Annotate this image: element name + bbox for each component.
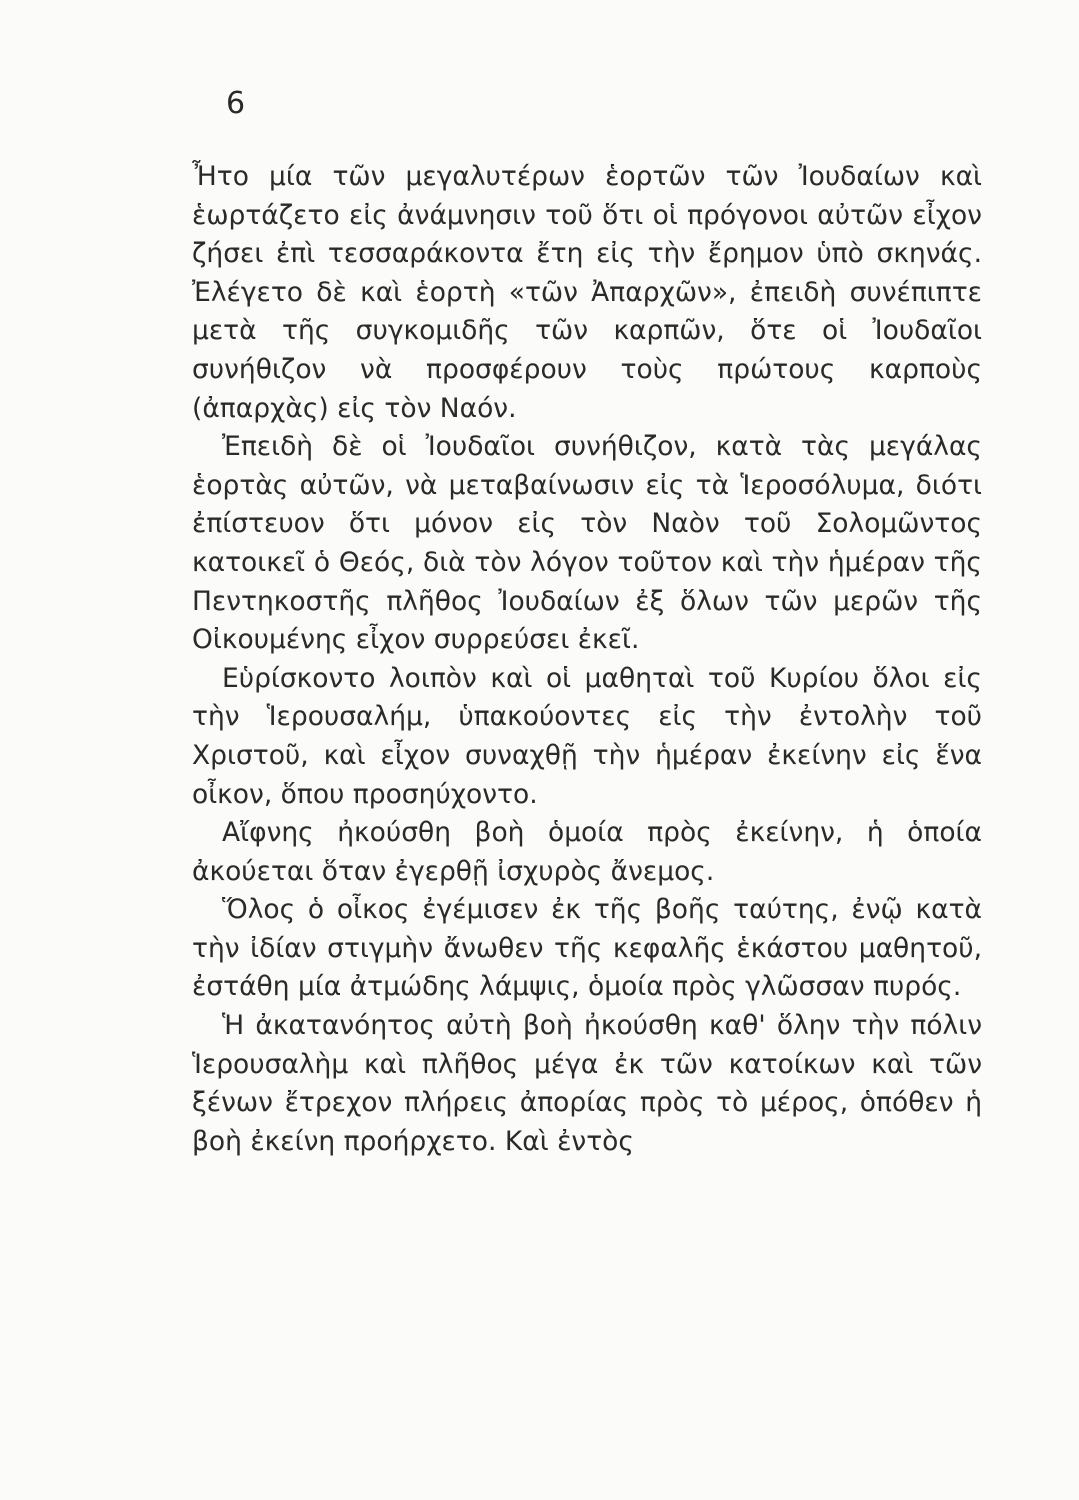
paragraph-sudden-sound: Αἴφνης ἠκούσθη βοὴ ὁμοία πρὸς ἐκείνην, ἡ ὁποία ἀκούεται ὅταν ἐγερθῇ ἰσχυρὸς ἄνεμος. — [192, 817, 982, 887]
page-number: 6 — [226, 86, 246, 121]
paragraph-jews-in-jerusalem: Ἐπειδὴ δὲ οἱ Ἰουδαῖοι συνήθιζον, κατὰ τὰς μεγάλας ἑορτὰς αὐτῶν, νὰ μεταβαίνωσιν εἰς τὰ Ἱεροσόλυμα, διότι ἐπίστευον ὅτι μόνον εἰς τὸν Ναὸν τοῦ Σολομῶντος κατοικεῖ ὁ Θεός, διὰ τὸν λόγον τοῦτον καὶ τὴν ἡμέραν τῆς Πεντηκοστῆς πλῆθος Ἰουδαίων ἐξ ὅλων τῶν μερῶν τῆς Οἰκουμένης εἶχον συρρεύσει ἐκεῖ. — [192, 431, 982, 656]
paragraph-pentecost-feast: Ἦτο μία τῶν μεγαλυτέρων ἑορτῶν τῶν Ἰουδαίων καὶ ἑωρτάζετο εἰς ἀνάμνησιν τοῦ ὅτι οἱ πρόγονοι αὐτῶν εἶχον ζήσει ἐπὶ τεσσαράκοντα ἔτη εἰς τὴν ἔρημον ὑπὸ σκηνάς. Ἐλέγετο δὲ καὶ ἑορτὴ «τῶν Ἀπαρχῶν», ἐπειδὴ συνέπιπτε μετὰ τῆς συγκομιδῆς τῶν καρπῶν, ὅτε οἱ Ἰουδαῖοι συνήθιζον νὰ προσφέρουν τοὺς πρώτους καρποὺς (ἀπαρχὰς) εἰς τὸν Ναόν. — [192, 161, 982, 424]
paragraph-crowd-gathers: Ἡ ἀκατανόητος αὐτὴ βοὴ ἠκούσθη καθ' ὅλην τὴν πόλιν Ἱερουσαλὴμ καὶ πλῆθος μέγα ἐκ τῶν κατοίκων καὶ τῶν ξένων ἔτρεχον πλήρεις ἀπορίας πρὸς τὸ μέρος, ὁπόθεν ἡ βοὴ ἐκείνη προήρχετο. Καὶ ἐντὸς — [192, 1010, 982, 1157]
body-text — [192, 158, 982, 1161]
paragraph-disciples-gathered: Εὑρίσκοντο λοιπὸν καὶ οἱ μαθηταὶ τοῦ Κυρίου ὅλοι εἰς τὴν Ἱερουσαλήμ, ὑπακούοντες εἰς τὴν ἐντολὴν τοῦ Χριστοῦ, καὶ εἶχον συναχθῇ τὴν ἡμέραν ἐκείνην εἰς ἕνα οἶκον, ὅπου προσηύχοντο. — [192, 662, 982, 810]
paragraph-tongues-of-fire: Ὅλος ὁ οἶκος ἐγέμισεν ἐκ τῆς βοῆς ταύτης, ἐνῷ κατὰ τὴν ἰδίαν στιγμὴν ἄνωθεν τῆς κεφαλῆς ἑκάστου μαθητοῦ, ἐστάθη μία ἀτμώδης λάμψις, ὁμοία πρὸς γλῶσσαν πυρός. — [192, 894, 982, 1003]
